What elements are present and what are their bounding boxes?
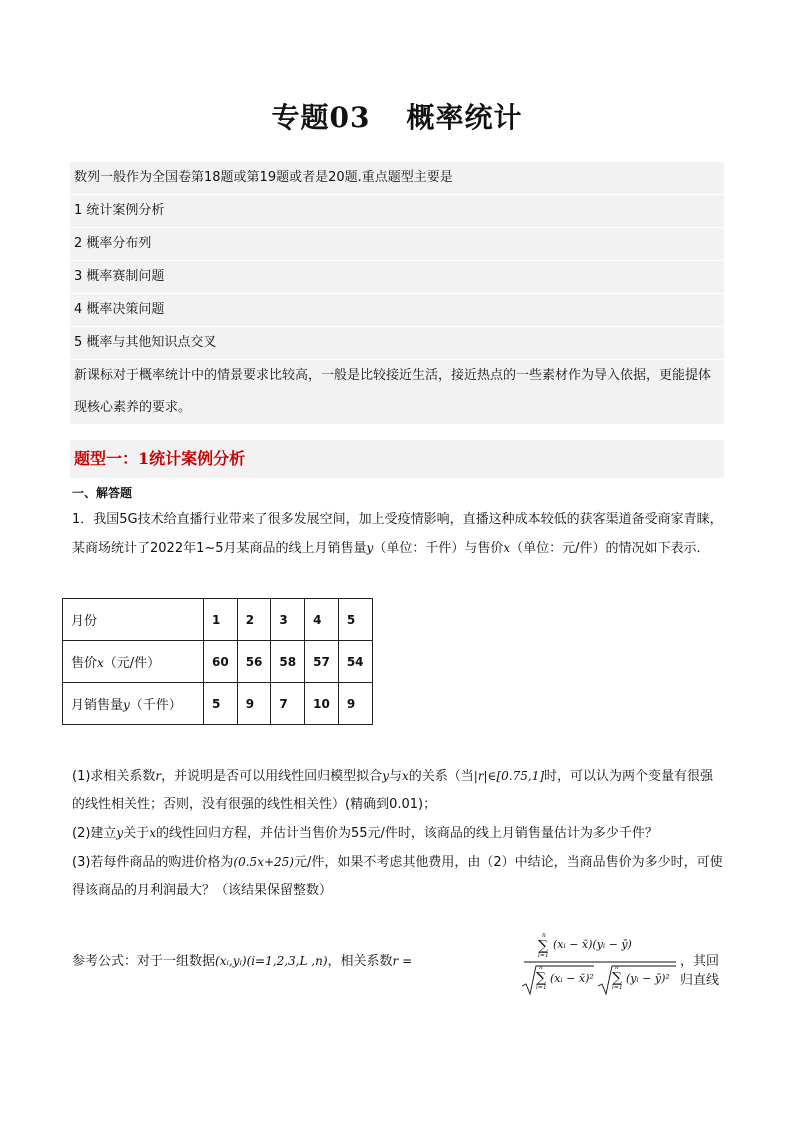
svg-text:n: n	[615, 964, 619, 971]
q-text: 的关系（当	[408, 769, 474, 784]
table-row	[63, 599, 373, 641]
section-heading	[70, 440, 724, 478]
svg-text:i=1: i=1	[538, 952, 549, 959]
table-cell: 7	[271, 683, 305, 725]
problem-text: （单位：千件）与售价	[373, 541, 504, 556]
formula-text: 参考公式：对于一组数据	[72, 954, 216, 969]
question-2	[72, 819, 724, 848]
table-cell: 1	[204, 599, 238, 641]
q-text: (3)若每件商品的购进价格为	[72, 855, 234, 870]
questions	[72, 762, 724, 905]
sales-label: 月销售量	[71, 698, 124, 713]
reference-formula	[72, 928, 724, 998]
svg-text:(xᵢ − x̄)²: (xᵢ − x̄)²	[550, 972, 594, 985]
svg-text:(xᵢ − x̄)(yᵢ − ȳ): (xᵢ − x̄)(yᵢ − ȳ)	[553, 938, 632, 951]
intro-item: 2 概率分布列	[70, 228, 724, 261]
table-cell: 9	[338, 683, 372, 725]
var-y: y	[366, 541, 374, 555]
svg-text:(yᵢ − ȳ)²: (yᵢ − ȳ)²	[626, 972, 670, 985]
formula-text: ，相关系数	[327, 954, 393, 969]
problem-text: （单位：元/件）的情况如下表示．	[510, 541, 710, 556]
intro-item: 5 概率与其他知识点交叉	[70, 327, 724, 360]
table-cell: 58	[271, 641, 305, 683]
q-text: 时，可以认为两个变量有很强的线性相关性；否则，没有很强的线性相关性）(精确到0.01)；	[72, 769, 714, 812]
intro-lead: 数列一般作为全国卷第18题或第19题或者是20题.重点题型主要是	[70, 162, 724, 195]
table-cell: 4	[305, 599, 339, 641]
svg-text:n: n	[542, 932, 546, 939]
data-pair-expr: (xᵢ,yᵢ)(i=1,2,3,L ,n)	[215, 954, 328, 968]
row-header-month: 月份	[63, 599, 204, 641]
title-main: 专题03	[271, 101, 371, 134]
data-table	[62, 598, 373, 725]
table-cell: 3	[271, 599, 305, 641]
table-cell: 9	[237, 683, 271, 725]
svg-text:∑: ∑	[538, 938, 548, 954]
q-text: 的线性回归方程，并估计当售价为55元/件时，该商品的线上月销售量估计为多少千件？	[156, 826, 658, 841]
problem-text: 1．我国5G技术给直播行业带来了很多发展空间，加上受疫情影响，直播这种成本较低的获客渠道备受商家青睐，某商场统计了2022年1~5月某商品的线上月销售量	[72, 512, 723, 556]
svg-text:i=1: i=1	[536, 984, 547, 991]
formula-tail: ，其回归直线	[680, 954, 720, 988]
table-cell: 5	[204, 683, 238, 725]
subheading: 一、解答题	[72, 486, 133, 500]
condition-expr: |r|∈[0.75,1]	[473, 769, 545, 783]
var-y: y	[382, 769, 389, 783]
var-x: x	[149, 826, 156, 840]
table-cell: 10	[305, 683, 339, 725]
problem-statement	[72, 506, 724, 563]
table-row	[63, 683, 373, 725]
intro-item: 4 概率决策问题	[70, 294, 724, 327]
sales-unit: （千件）	[129, 698, 182, 713]
intro-item: 3 概率赛制问题	[70, 261, 724, 294]
var-x: x	[503, 541, 511, 555]
q-text: 关于	[123, 826, 150, 841]
q-text: (1)求相关系数	[72, 769, 156, 784]
formula-label	[72, 950, 412, 969]
q-text: (2)建立	[72, 826, 117, 841]
intro-box	[70, 162, 724, 424]
q-text: 与	[388, 769, 402, 784]
svg-text:i=1: i=1	[612, 984, 623, 991]
var-y: y	[116, 826, 124, 840]
price-unit: （元/件）	[103, 656, 161, 671]
q-text: 元/件，如果不考虑其他费用，由（2）中结论，当商品售价为多少时，可使得该商品的月利润最大？（该结果保留整数）	[72, 855, 723, 898]
section-title: 题型一：1统计案例分析	[74, 449, 246, 468]
table-cell: 57	[305, 641, 339, 683]
row-header-price	[63, 641, 204, 683]
correlation-fraction	[520, 928, 678, 998]
svg-text:∑: ∑	[536, 970, 546, 986]
intro-closing: 新课标对于概率统计中的情景要求比较高，一般是比较接近生活，接近热点的一些素材作为导入依据，更能提体现核心素养的要求。	[74, 368, 712, 415]
var-r: r	[155, 769, 162, 783]
var-x: x	[401, 769, 409, 783]
var-y: y	[123, 698, 130, 712]
title-topic: 概率统计	[406, 101, 523, 134]
table-cell: 5	[338, 599, 372, 641]
intro-item: 1 统计案例分析	[70, 195, 724, 228]
r-equals: r =	[392, 954, 413, 968]
svg-text:∑: ∑	[612, 970, 622, 986]
table-cell: 60	[204, 641, 238, 683]
q-text: ，并说明是否可以用线性回归模型拟合	[161, 769, 383, 784]
var-x: x	[97, 656, 104, 670]
svg-text:n: n	[539, 964, 543, 971]
table-row	[63, 641, 373, 683]
table-cell: 54	[338, 641, 372, 683]
table-cell: 56	[237, 641, 271, 683]
question-1	[72, 762, 724, 819]
row-header-sales	[63, 683, 204, 725]
question-3	[72, 848, 724, 905]
page-title	[0, 96, 794, 136]
price-label: 售价	[71, 656, 98, 671]
table-cell: 2	[237, 599, 271, 641]
cost-expr: (0.5x+25)	[233, 855, 294, 869]
